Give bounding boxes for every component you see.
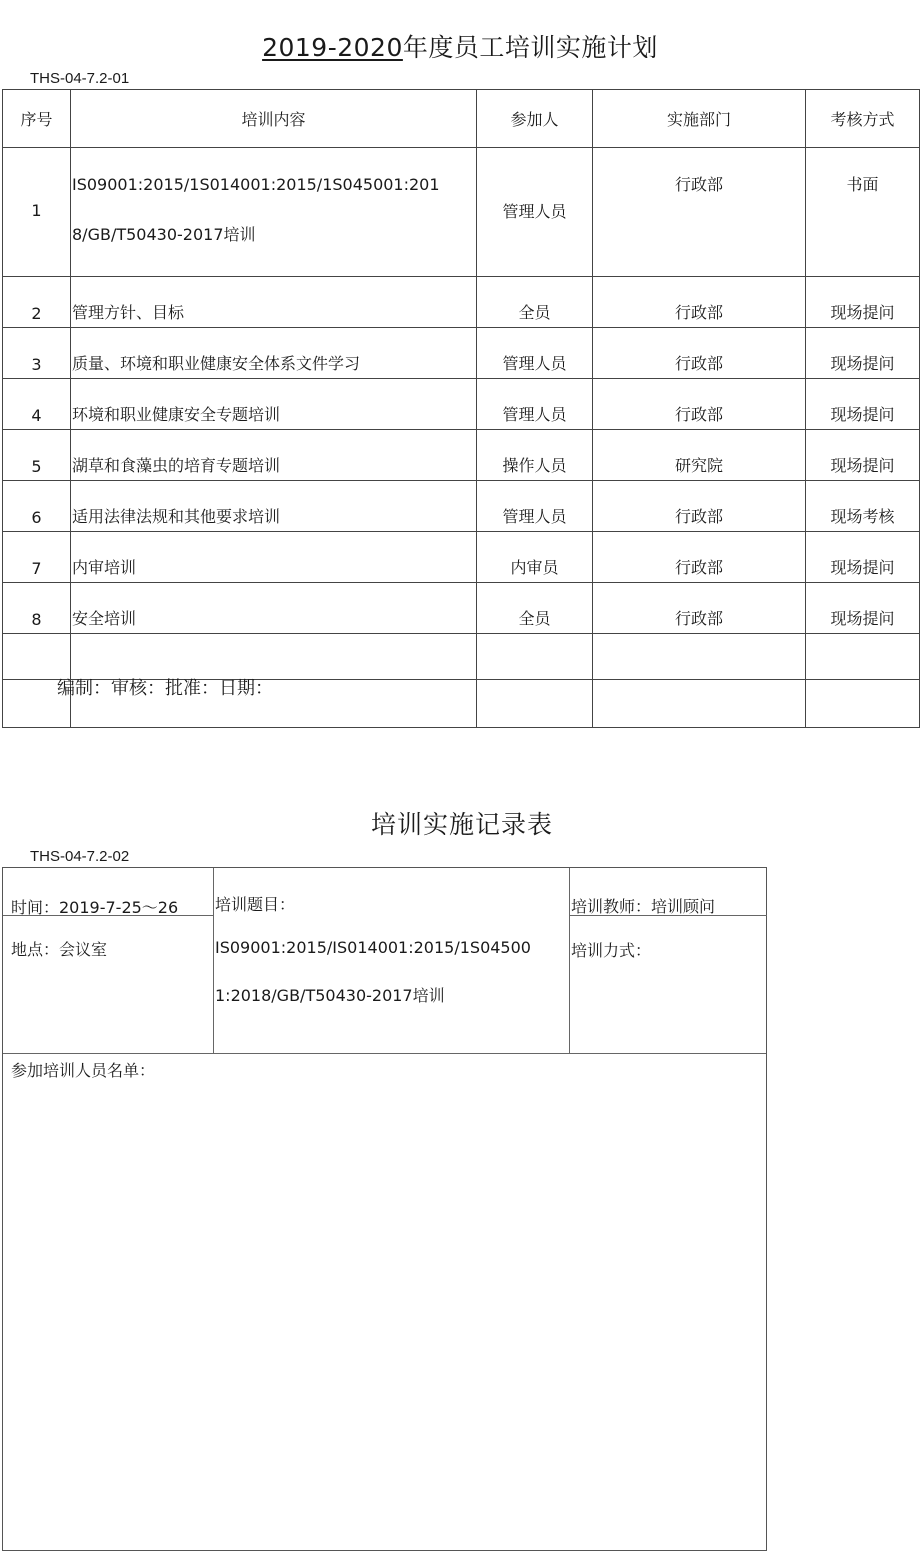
row-content: 管理方针、目标 — [71, 277, 477, 328]
row-department: 行政部 — [593, 379, 806, 430]
record-topic-line2: 1:2018/GB/T50430-2017培训 — [215, 986, 445, 1005]
table-row — [3, 277, 920, 328]
row-department: 行政部 — [593, 532, 806, 583]
training-record-form — [2, 867, 767, 1551]
row-department: 研究院 — [593, 430, 806, 481]
row-content-line2: 8/GB/T50430-2017培训 — [72, 225, 256, 244]
divider — [213, 868, 214, 1053]
row-content: 质量、环境和职业健康安全体系文件学习 — [71, 328, 477, 379]
empty-cell — [477, 680, 593, 728]
row-no: 4 — [3, 379, 71, 430]
record-topic-label: 培训题目： — [215, 895, 296, 914]
row-method: 现场提问 — [806, 583, 920, 634]
record-teacher: 培训教师：培训顾问 — [571, 897, 716, 916]
record-topic — [215, 924, 531, 1020]
row-method: 现场提问 — [806, 379, 920, 430]
row-method: 现场提问 — [806, 328, 920, 379]
table-header-row — [3, 90, 920, 148]
table-row — [3, 148, 920, 277]
row-participants: 内审员 — [477, 532, 593, 583]
record-time: 时间：2019-7-25～26 — [11, 898, 179, 917]
row-participants: 操作人员 — [477, 430, 593, 481]
plan-title-year: 2019-2020 — [262, 33, 403, 62]
row-method: 现场考核 — [806, 481, 920, 532]
row-participants: 管理人员 — [477, 148, 593, 277]
header-content: 培训内容 — [71, 90, 477, 148]
row-participants: 全员 — [477, 277, 593, 328]
row-no: 1 — [3, 148, 71, 277]
header-method: 考核方式 — [806, 90, 920, 148]
row-no: 5 — [3, 430, 71, 481]
record-mode: 培训力式： — [571, 941, 652, 960]
row-method: 现场提问 — [806, 430, 920, 481]
row-participants: 管理人员 — [477, 328, 593, 379]
row-department: 行政部 — [593, 328, 806, 379]
row-participants: 管理人员 — [477, 481, 593, 532]
record-topic-line1: IS09001:2015/IS014001:2015/1S04500 — [215, 938, 531, 957]
plan-title — [0, 28, 920, 64]
row-method: 现场提问 — [806, 532, 920, 583]
empty-row — [3, 634, 920, 680]
header-participants: 参加人 — [477, 90, 593, 148]
row-content: 环境和职业健康安全专题培训 — [71, 379, 477, 430]
table-row — [3, 328, 920, 379]
header-department: 实施部门 — [593, 90, 806, 148]
empty-cell — [593, 634, 806, 680]
row-department: 行政部 — [593, 277, 806, 328]
row-no: 3 — [3, 328, 71, 379]
row-department: 行政部 — [593, 148, 806, 277]
row-department: 行政部 — [593, 481, 806, 532]
row-content — [71, 148, 477, 277]
plan-doc-code: THS-04-7.2-01 — [30, 70, 130, 87]
table-row — [3, 481, 920, 532]
row-no: 2 — [3, 277, 71, 328]
divider — [3, 1053, 766, 1054]
header-no: 序号 — [3, 90, 71, 148]
signoff-line: 编制：审核：批准：日期： — [57, 678, 273, 699]
empty-cell — [806, 680, 920, 728]
table-row — [3, 532, 920, 583]
row-content: 安全培训 — [71, 583, 477, 634]
row-participants: 管理人员 — [477, 379, 593, 430]
record-location: 地点：会议室 — [11, 940, 108, 959]
row-no: 7 — [3, 532, 71, 583]
row-no: 8 — [3, 583, 71, 634]
table-row — [3, 583, 920, 634]
row-content: 适用法律法规和其他要求培训 — [71, 481, 477, 532]
row-department: 行政部 — [593, 583, 806, 634]
record-title: 培训实施记录表 — [370, 810, 553, 839]
record-attendees-label: 参加培训人员名单： — [11, 1061, 156, 1080]
empty-cell — [806, 634, 920, 680]
row-no: 6 — [3, 481, 71, 532]
record-doc-code: THS-04-7.2-02 — [30, 848, 130, 865]
divider — [569, 868, 570, 1053]
row-participants: 全员 — [477, 583, 593, 634]
training-plan-table — [2, 89, 920, 728]
row-content-line1: IS09001:2015/1S014001:2015/1S045001:201 — [72, 175, 440, 194]
row-method: 现场提问 — [806, 277, 920, 328]
table-row — [3, 379, 920, 430]
empty-cell — [477, 634, 593, 680]
table-row — [3, 430, 920, 481]
empty-cell — [3, 634, 71, 680]
row-content: 内审培训 — [71, 532, 477, 583]
empty-cell — [593, 680, 806, 728]
row-content: 湖草和食藻虫的培育专题培训 — [71, 430, 477, 481]
row-method: 书面 — [806, 148, 920, 277]
empty-cell — [71, 634, 477, 680]
plan-title-text: 年度员工培训实施计划 — [402, 33, 658, 62]
